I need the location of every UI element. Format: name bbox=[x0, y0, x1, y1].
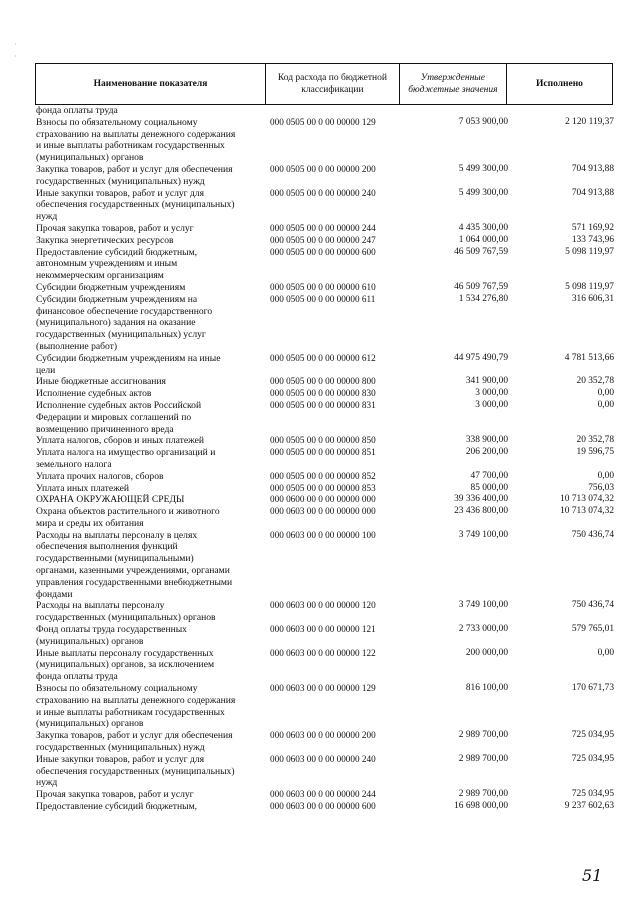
row-code: 000 0603 00 0 00 00000 240 bbox=[270, 753, 376, 764]
table-row bbox=[36, 164, 614, 188]
row-executed: 0,00 bbox=[597, 388, 614, 399]
row-name: Взносы по обязательному социальному страхованию на выплаты денежного содержания и иные выплаты работникам государственных (муниципальных) органов bbox=[36, 116, 236, 164]
table-row bbox=[36, 754, 614, 789]
row-name: Взносы по обязательному социальному страхованию на выплаты денежного содержания и иные выплаты работникам государственных (муниципальных) органов bbox=[36, 683, 236, 730]
row-approved: 16 698 000,00 bbox=[454, 801, 508, 812]
row-approved: 341 900,00 bbox=[465, 376, 508, 387]
table-header bbox=[35, 63, 613, 105]
row-code: 000 0603 00 0 00 00000 200 bbox=[270, 730, 376, 741]
header-code: Код расхода по бюджетной классификации bbox=[266, 64, 400, 104]
row-name: Исполнение судебных актов bbox=[36, 388, 152, 400]
row-approved: 47 700,00 bbox=[470, 470, 508, 481]
table-row bbox=[36, 117, 614, 164]
table-row bbox=[36, 282, 614, 294]
row-name: Прочая закупка товаров, работ и услуг bbox=[36, 789, 194, 801]
row-executed: 0,00 bbox=[597, 647, 614, 658]
row-executed: 704 913,88 bbox=[571, 187, 614, 198]
header-executed: Исполнено bbox=[535, 79, 583, 89]
row-approved: 46 509 767,59 bbox=[454, 246, 508, 257]
row-executed: 750 436,74 bbox=[571, 529, 614, 540]
row-executed: 20 352,78 bbox=[576, 435, 614, 446]
row-approved: 2 989 700,00 bbox=[458, 789, 508, 800]
row-executed: 10 713 074,32 bbox=[560, 506, 614, 517]
row-approved: 206 200,00 bbox=[465, 447, 508, 458]
row-code: 000 0505 00 0 00 00000 600 bbox=[270, 246, 376, 257]
row-executed: 571 169,92 bbox=[571, 222, 614, 233]
table-row bbox=[36, 494, 614, 506]
row-approved: 200 000,00 bbox=[465, 647, 508, 658]
table-row bbox=[36, 624, 614, 648]
row-executed: 725 034,95 bbox=[571, 753, 614, 764]
row-name: Предоставление субсидий бюджетным, bbox=[36, 801, 198, 813]
row-executed: 316 606,31 bbox=[571, 293, 614, 304]
table-row bbox=[36, 388, 614, 400]
table-row bbox=[36, 600, 614, 624]
row-name: Закупка энергетических ресурсов bbox=[36, 234, 174, 246]
row-name: Исполнение судебных актов Российской Федерации и мировых соглашений по возмещению причиненного вреда bbox=[36, 399, 202, 435]
row-executed: 9 237 602,63 bbox=[564, 801, 614, 812]
row-name: Субсидии бюджетным учреждениям на финансовое обеспечение государственного (муниципального) задания на оказание государственных (муниципальных) услуг (выполнение работ) bbox=[36, 293, 213, 352]
row-approved: 2 733 000,00 bbox=[458, 624, 508, 635]
row-name: Субсидии бюджетным учреждениям на иные цели bbox=[36, 352, 221, 376]
row-executed: 756,03 bbox=[588, 482, 614, 493]
row-code: 000 0505 00 0 00 00000 247 bbox=[270, 234, 376, 245]
row-approved: 1 534 276,80 bbox=[458, 293, 508, 304]
row-code: 000 0505 00 0 00 00000 244 bbox=[270, 222, 376, 233]
row-code: 000 0505 00 0 00 00000 129 bbox=[270, 116, 376, 127]
row-name: Иные закупки товаров, работ и услуг для обеспечения государственных (муниципальных) нужд bbox=[36, 753, 235, 789]
row-approved: 2 989 700,00 bbox=[458, 730, 508, 741]
table-row bbox=[36, 400, 614, 435]
row-approved: 46 509 767,59 bbox=[454, 281, 508, 292]
row-executed: 2 120 119,37 bbox=[565, 116, 614, 127]
row-approved: 5 499 300,00 bbox=[458, 163, 508, 174]
table-row bbox=[36, 435, 614, 447]
row-approved: 39 336 400,00 bbox=[454, 494, 508, 505]
row-executed: 20 352,78 bbox=[576, 376, 614, 387]
row-executed: 725 034,95 bbox=[571, 789, 614, 800]
row-approved: 5 499 300,00 bbox=[458, 187, 508, 198]
row-code: 000 0603 00 0 00 00000 100 bbox=[270, 529, 376, 540]
row-name: Иные закупки товаров, работ и услуг для обеспечения государственных (муниципальных) нужд bbox=[36, 187, 235, 223]
table-row bbox=[36, 223, 614, 235]
row-name: Уплата налога на имущество организаций и земельного налога bbox=[36, 447, 216, 470]
table-row bbox=[36, 506, 614, 530]
row-name: Уплата налогов, сборов и иных платежей bbox=[36, 435, 205, 447]
row-approved: 338 900,00 bbox=[465, 435, 508, 446]
row-executed: 0,00 bbox=[597, 470, 614, 481]
table-row bbox=[36, 683, 614, 730]
row-name: Предоставление субсидий бюджетным, автономным учреждениям и иным некоммерческим организациям bbox=[36, 246, 198, 282]
row-name: Закупка товаров, работ и услуг для обеспечения государственных (муниципальных) нужд bbox=[36, 163, 233, 187]
header-approved: Утвержденные бюджетные значения bbox=[400, 64, 507, 104]
row-name: Уплата иных платежей bbox=[36, 482, 130, 494]
row-approved: 3 749 100,00 bbox=[458, 600, 508, 611]
table-row bbox=[36, 530, 614, 601]
row-code: 000 0505 00 0 00 00000 240 bbox=[270, 187, 376, 198]
table-row bbox=[36, 483, 614, 495]
row-executed: 19 596,75 bbox=[576, 447, 614, 458]
row-approved: 3 749 100,00 bbox=[458, 529, 508, 540]
row-name: фонда оплаты труда bbox=[36, 105, 118, 116]
table-body bbox=[36, 105, 614, 813]
row-code: 000 0505 00 0 00 00000 851 bbox=[270, 447, 376, 458]
row-executed: 750 436,74 bbox=[571, 600, 614, 611]
row-executed: 704 913,88 bbox=[571, 163, 614, 174]
row-name: Прочая закупка товаров, работ и услуг bbox=[36, 222, 194, 234]
table-row bbox=[36, 730, 614, 754]
row-name: Расходы на выплаты персоналу государственных (муниципальных) органов bbox=[36, 600, 216, 624]
row-code: 000 0603 00 0 00 00000 000 bbox=[270, 506, 376, 517]
row-executed: 133 743,96 bbox=[571, 234, 614, 245]
row-approved: 4 435 300,00 bbox=[458, 222, 508, 233]
row-code: 000 0505 00 0 00 00000 611 bbox=[270, 293, 376, 304]
row-approved: 2 989 700,00 bbox=[458, 753, 508, 764]
row-name: Уплата прочих налогов, сборов bbox=[36, 470, 164, 482]
scan-mark: · bbox=[14, 52, 17, 61]
table-row bbox=[36, 247, 614, 282]
table-row bbox=[36, 801, 614, 813]
row-approved: 7 053 900,00 bbox=[458, 116, 508, 127]
row-executed: 10 713 074,32 bbox=[560, 494, 614, 505]
row-executed: 170 671,73 bbox=[571, 683, 614, 694]
table-row bbox=[36, 376, 614, 388]
row-code: 000 0603 00 0 00 00000 122 bbox=[270, 647, 376, 658]
row-approved: 3 000,00 bbox=[475, 388, 508, 399]
row-executed: 725 034,95 bbox=[571, 730, 614, 741]
page-number: 51 bbox=[582, 866, 603, 885]
table-row bbox=[36, 789, 614, 801]
table-row bbox=[36, 447, 614, 471]
row-code: 000 0603 00 0 00 00000 600 bbox=[270, 801, 376, 812]
row-executed: 4 781 513,66 bbox=[564, 352, 614, 363]
row-name: Фонд оплаты труда государственных (муниципальных) органов bbox=[36, 624, 187, 647]
row-code: 000 0505 00 0 00 00000 853 bbox=[270, 482, 376, 493]
row-name: Закупка товаров, работ и услуг для обеспечения государственных (муниципальных) нужд bbox=[36, 730, 233, 754]
row-name: Субсидии бюджетным учреждениям bbox=[36, 281, 186, 293]
scan-mark: · bbox=[14, 40, 17, 49]
row-approved: 85 000,00 bbox=[470, 482, 508, 493]
row-code: 000 0505 00 0 00 00000 200 bbox=[270, 163, 376, 174]
row-name: Иные бюджетные ассигнования bbox=[36, 376, 166, 388]
row-code: 000 0505 00 0 00 00000 831 bbox=[270, 399, 376, 410]
row-approved: 23 436 800,00 bbox=[454, 506, 508, 517]
row-name: Расходы на выплаты персоналу в целях обеспечения выполнения функций государственными (муниципальными) органами, казенными учреждениями, органами управления государственными внебюджетными фондами bbox=[36, 529, 233, 600]
row-executed: 579 765,01 bbox=[571, 624, 614, 635]
row-code: 000 0603 00 0 00 00000 120 bbox=[270, 600, 376, 611]
table-row bbox=[36, 353, 614, 377]
row-name: Охрана объектов растительного и животного мира и среды их обитания bbox=[36, 506, 220, 529]
table-row bbox=[36, 471, 614, 483]
row-code: 000 0505 00 0 00 00000 800 bbox=[270, 376, 376, 387]
header-name: Наименование показателя bbox=[36, 64, 266, 104]
row-approved: 816 100,00 bbox=[465, 683, 508, 694]
table-row bbox=[36, 648, 614, 683]
row-executed: 0,00 bbox=[597, 399, 614, 410]
row-code: 000 0603 00 0 00 00000 244 bbox=[270, 789, 376, 800]
row-name: Иные выплаты персоналу государственных (муниципальных) органов, за исключением фонда оплаты труда bbox=[36, 647, 215, 683]
row-executed: 5 098 119,97 bbox=[565, 246, 614, 257]
row-code: 000 0603 00 0 00 00000 129 bbox=[270, 683, 376, 694]
table-row bbox=[36, 188, 614, 223]
row-code: 000 0505 00 0 00 00000 852 bbox=[270, 470, 376, 481]
row-code: 000 0505 00 0 00 00000 610 bbox=[270, 281, 376, 292]
table-row bbox=[36, 105, 614, 117]
row-approved: 44 975 490,79 bbox=[454, 352, 508, 363]
row-name: ОХРАНА ОКРУЖАЮЩЕЙ СРЕДЫ bbox=[36, 494, 185, 506]
row-executed: 5 098 119,97 bbox=[565, 281, 614, 292]
table-row bbox=[36, 235, 614, 247]
table-row bbox=[36, 294, 614, 353]
row-code: 000 0603 00 0 00 00000 121 bbox=[270, 624, 376, 635]
row-code: 000 0600 00 0 00 00000 000 bbox=[270, 494, 376, 505]
row-code: 000 0505 00 0 00 00000 830 bbox=[270, 388, 376, 399]
row-code: 000 0505 00 0 00 00000 850 bbox=[270, 435, 376, 446]
row-approved: 3 000,00 bbox=[475, 399, 508, 410]
row-approved: 1 064 000,00 bbox=[458, 234, 508, 245]
row-code: 000 0505 00 0 00 00000 612 bbox=[270, 352, 376, 363]
